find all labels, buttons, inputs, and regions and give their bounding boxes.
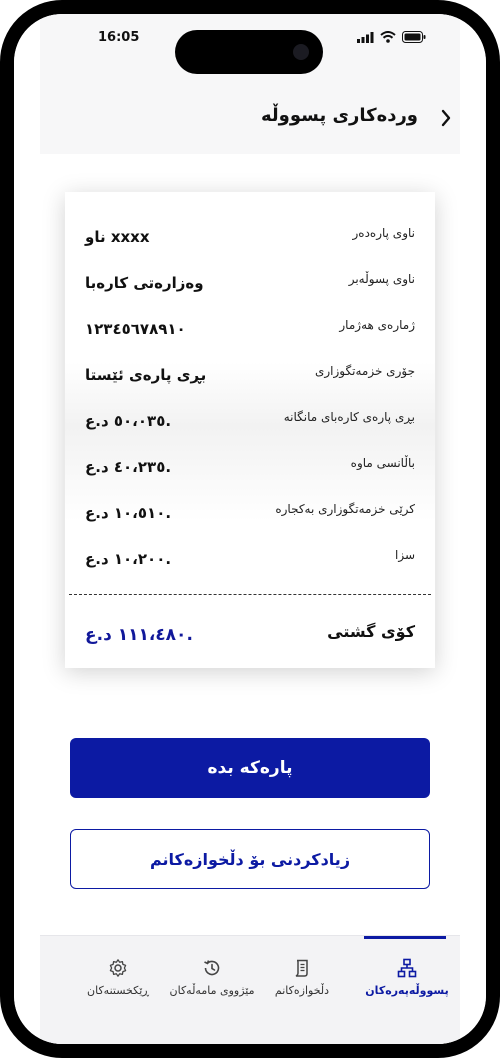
receipt-row	[85, 502, 415, 532]
row-value: ناو xxxx	[85, 228, 150, 246]
total-label: کۆی گشتی	[327, 622, 415, 641]
tab-settings[interactable]	[68, 958, 168, 997]
row-label: سزا	[394, 548, 415, 562]
receipt-row	[85, 226, 415, 256]
add-to-favorites-button[interactable]: زیادکردنی بۆ دڵخوازەکانم	[70, 829, 430, 889]
receipt-row	[85, 410, 415, 440]
tab-bar	[40, 935, 460, 1044]
row-value: وەزارەتی کارەبا	[85, 274, 204, 292]
row-label: باڵانسی ماوە	[350, 456, 415, 470]
gear-icon	[108, 958, 128, 978]
status-time: 16:05	[98, 30, 140, 45]
row-value: ١٠،٢٠٠ د.ع.	[85, 550, 172, 568]
row-value: بڕی پارەی ئێستا	[85, 366, 207, 384]
screen	[14, 14, 486, 1044]
tab-favorites[interactable]	[252, 958, 352, 997]
hierarchy-icon	[397, 958, 417, 978]
tab-bills[interactable]	[357, 958, 457, 997]
dynamic-island	[175, 30, 323, 74]
history-icon	[202, 958, 222, 978]
row-label: ژمارەی هەژمار	[339, 318, 415, 332]
pay-button[interactable]: پارەکە بدە	[70, 738, 430, 798]
row-label: جۆری خزمەتگوزاری	[314, 364, 415, 378]
status-icons	[357, 31, 426, 43]
row-label: کرێی خزمەتگوزاری بەکجارە	[275, 502, 415, 516]
scroll-icon	[292, 958, 312, 978]
camera-icon	[293, 44, 309, 60]
receipt-card	[65, 192, 435, 668]
row-value: ١٢٣٤٥٦٧٨٩١٠	[85, 320, 186, 338]
tab-label: دڵخوازەکانم	[274, 984, 330, 997]
row-label: بڕی پارەی کارەبای مانگانە	[283, 410, 415, 424]
row-value: ١٠،٥١٠ د.ع.	[85, 504, 172, 522]
receipt-divider	[69, 594, 431, 595]
chevron-back-icon[interactable]	[440, 108, 452, 128]
tab-label: ڕێکخستنەکان	[87, 984, 149, 997]
row-label: ناوی پارەدەر	[352, 226, 415, 240]
active-tab-indicator	[364, 936, 446, 939]
tab-label: مێژووی مامەڵەکان	[169, 984, 255, 997]
row-value: ٤٠،٢٣٥ د.ع.	[85, 458, 172, 476]
receipt-row	[85, 272, 415, 302]
row-label: ناوی پسوڵەبر	[348, 272, 415, 286]
battery-icon	[402, 31, 426, 43]
tab-history[interactable]	[162, 958, 262, 997]
header	[40, 74, 460, 154]
total-value: ١١١،٤٨٠ د.ع.	[85, 625, 193, 645]
receipt-row	[85, 364, 415, 394]
receipt-row	[85, 548, 415, 578]
tab-label: پسووڵەپەرەکان	[365, 984, 449, 997]
row-value: ٥٠،٠٣٥ د.ع.	[85, 412, 172, 430]
receipt-row	[85, 318, 415, 348]
signal-icon	[357, 32, 374, 43]
wifi-icon	[380, 31, 396, 43]
receipt-row	[85, 456, 415, 486]
page-title: وردەکاری پسووڵە	[261, 105, 418, 126]
